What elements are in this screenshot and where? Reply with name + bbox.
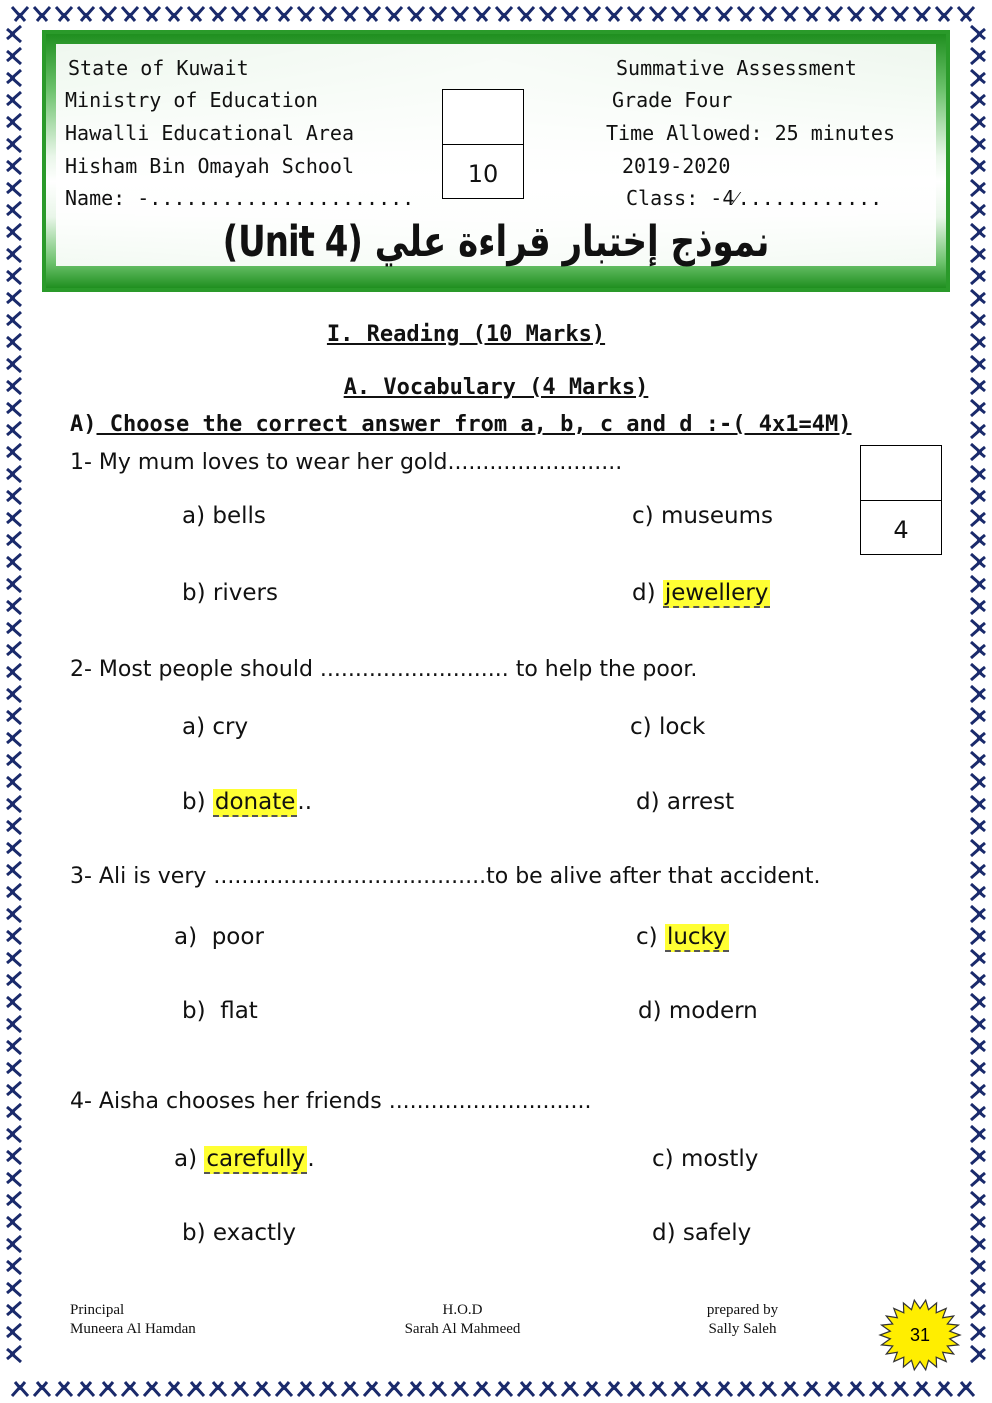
border-ornament	[650, 1382, 666, 1396]
question-2-text: 2- Most people should ........................... to help the poor.	[70, 657, 698, 682]
border-ornament	[7, 1038, 21, 1054]
border-ornament	[7, 1060, 21, 1076]
border-ornament	[848, 7, 864, 21]
border-ornament	[826, 7, 842, 21]
border-ornament	[7, 1302, 21, 1318]
header-time: Time Allowed: 25 minutes	[606, 121, 895, 145]
border-ornament	[254, 7, 270, 21]
border-ornament	[7, 1192, 21, 1208]
border-ornament	[826, 1382, 842, 1396]
border-ornament	[7, 950, 21, 966]
border-ornament	[892, 1382, 908, 1396]
border-ornament	[971, 620, 985, 636]
border-ornament	[7, 1082, 21, 1098]
border-ornament	[971, 1258, 985, 1274]
border-ornament	[971, 510, 985, 526]
border-ornament	[7, 356, 21, 372]
border-ornament	[7, 1170, 21, 1186]
border-ornament	[971, 1302, 985, 1318]
border-ornament	[971, 752, 985, 768]
border-ornament	[496, 1382, 512, 1396]
vocabulary-section-title: A. Vocabulary (4 Marks)	[343, 375, 649, 400]
border-ornament	[694, 1382, 710, 1396]
border-ornament	[971, 1346, 985, 1362]
page-number-badge	[878, 1298, 962, 1372]
reading-section-title: I. Reading (10 Marks)	[326, 322, 606, 347]
border-ornament	[7, 994, 21, 1010]
border-ornament	[34, 1382, 50, 1396]
border-ornament	[958, 1382, 974, 1396]
border-ornament	[7, 972, 21, 988]
border-ornament	[914, 7, 930, 21]
instruction-line: A) Choose the correct answer from a, b, c and d :-( 4x1=4M)	[70, 412, 852, 437]
border-ornament	[971, 532, 985, 548]
border-ornament	[971, 1148, 985, 1164]
border-ornament	[232, 7, 248, 21]
border-ornament	[936, 7, 952, 21]
border-ornament	[971, 884, 985, 900]
border-ornament	[971, 1236, 985, 1252]
border-ornament	[7, 664, 21, 680]
border-ornament	[276, 1382, 292, 1396]
border-ornament	[7, 488, 21, 504]
border-ornament	[971, 114, 985, 130]
border-ornament	[298, 7, 314, 21]
border-ornament	[166, 1382, 182, 1396]
border-ornament	[738, 1382, 754, 1396]
border-ornament	[518, 7, 534, 21]
border-ornament	[971, 136, 985, 152]
border-ornament	[12, 7, 28, 21]
border-ornament	[971, 1214, 985, 1230]
q3-selected-answer: lucky	[666, 924, 727, 950]
q3-option-a[interactable]: a) poor	[174, 924, 264, 950]
border-ornament	[7, 1126, 21, 1142]
border-ornament	[760, 7, 776, 21]
border-ornament	[870, 1382, 886, 1396]
q1-option-d[interactable]: d) jewellery	[632, 580, 769, 606]
border-ornament	[971, 202, 985, 218]
border-ornament	[7, 1104, 21, 1120]
border-ornament	[804, 7, 820, 21]
border-ornament	[12, 1382, 28, 1396]
border-ornament	[78, 7, 94, 21]
border-ornament	[971, 180, 985, 196]
border-ornament	[7, 422, 21, 438]
border-ornament	[971, 994, 985, 1010]
q4-selected-answer: carefully	[206, 1146, 306, 1172]
border-ornament	[870, 7, 886, 21]
border-ornament	[7, 136, 21, 152]
border-ornament	[971, 92, 985, 108]
border-ornament	[7, 158, 21, 174]
border-ornament	[971, 1192, 985, 1208]
border-ornament	[7, 752, 21, 768]
border-ornament	[971, 642, 985, 658]
header-ministry: Ministry of Education	[65, 88, 318, 112]
border-ornament	[7, 48, 21, 64]
header-school: Hisham Bin Omayah School	[65, 154, 354, 178]
border-ornament	[7, 466, 21, 482]
border-ornament	[7, 1324, 21, 1340]
border-ornament	[320, 1382, 336, 1396]
question-3-text: 3- Ali is very .......................................to be alive after that accident.	[70, 864, 821, 889]
border-ornament	[738, 7, 754, 21]
border-ornament	[971, 972, 985, 988]
border-ornament	[7, 620, 21, 636]
border-ornament	[7, 180, 21, 196]
border-ornament	[7, 862, 21, 878]
border-ornament	[562, 7, 578, 21]
border-ornament	[7, 1214, 21, 1230]
border-ornament	[122, 7, 138, 21]
border-ornament	[188, 7, 204, 21]
border-ornament	[971, 48, 985, 64]
border-ornament	[496, 7, 512, 21]
border-ornament	[7, 708, 21, 724]
border-ornament	[518, 1382, 534, 1396]
border-ornament	[276, 7, 292, 21]
q4-option-d[interactable]: d) safely	[652, 1220, 752, 1246]
border-ornament	[7, 840, 21, 856]
border-ornament	[100, 7, 116, 21]
border-ornament	[971, 1104, 985, 1120]
border-ornament	[971, 312, 985, 328]
border-ornament	[971, 26, 985, 42]
border-ornament	[971, 576, 985, 592]
border-ornament	[430, 1382, 446, 1396]
total-score-box[interactable]	[442, 89, 524, 199]
border-ornament	[7, 554, 21, 570]
border-ornament	[650, 7, 666, 21]
border-ornament	[7, 290, 21, 306]
border-ornament	[971, 356, 985, 372]
border-ornament	[971, 818, 985, 834]
border-ornament	[971, 598, 985, 614]
border-ornament	[122, 1382, 138, 1396]
border-ornament	[628, 7, 644, 21]
border-ornament	[804, 1382, 820, 1396]
border-ornament	[342, 7, 358, 21]
border-ornament	[7, 1236, 21, 1252]
border-ornament	[364, 1382, 380, 1396]
border-ornament	[7, 598, 21, 614]
border-ornament	[971, 1324, 985, 1340]
border-ornament	[298, 1382, 314, 1396]
border-ornament	[971, 444, 985, 460]
border-ornament	[7, 818, 21, 834]
border-ornament	[936, 1382, 952, 1396]
border-ornament	[166, 7, 182, 21]
border-ornament	[7, 906, 21, 922]
border-ornament	[971, 708, 985, 724]
border-ornament	[7, 1148, 21, 1164]
border-ornament	[971, 1082, 985, 1098]
border-ornament	[971, 840, 985, 856]
border-ornament	[971, 422, 985, 438]
border-ornament	[254, 1382, 270, 1396]
page-number: 31	[909, 1325, 931, 1345]
border-ornament	[78, 1382, 94, 1396]
border-ornament	[628, 1382, 644, 1396]
border-ornament	[7, 1016, 21, 1032]
q1-selected-answer: jewellery	[664, 580, 769, 606]
border-ornament	[7, 686, 21, 702]
border-ornament	[672, 1382, 688, 1396]
footer-hod: H.O.D Sarah Al Mahmeed	[404, 1302, 521, 1337]
border-ornament	[694, 7, 710, 21]
border-ornament	[7, 928, 21, 944]
border-ornament	[848, 1382, 864, 1396]
q3-option-d[interactable]: d) modern	[638, 998, 758, 1024]
footer-prepared-by: prepared by Sally Saleh	[706, 1302, 779, 1337]
border-ornament	[7, 70, 21, 86]
border-ornament	[7, 1258, 21, 1274]
border-ornament	[56, 1382, 72, 1396]
border-ornament	[606, 7, 622, 21]
header-class-field[interactable]: Class: -4⁄............	[626, 186, 883, 210]
border-ornament	[971, 1126, 985, 1142]
border-ornament	[56, 7, 72, 21]
header-name-field[interactable]: Name: -......................	[65, 186, 415, 210]
border-ornament	[474, 1382, 490, 1396]
border-ornament	[386, 1382, 402, 1396]
border-ornament	[971, 554, 985, 570]
border-ornament	[716, 7, 732, 21]
border-ornament	[971, 1170, 985, 1186]
border-ornament	[971, 290, 985, 306]
border-ornament	[971, 950, 985, 966]
border-ornament	[971, 686, 985, 702]
border-ornament	[971, 334, 985, 350]
border-ornament	[100, 1382, 116, 1396]
border-ornament	[584, 7, 600, 21]
border-ornament	[971, 268, 985, 284]
border-ornament	[7, 202, 21, 218]
border-ornament	[782, 7, 798, 21]
border-ornament	[188, 1382, 204, 1396]
border-ornament	[144, 1382, 160, 1396]
border-ornament	[971, 664, 985, 680]
vocabulary-score-box[interactable]	[860, 445, 942, 555]
border-ornament	[7, 796, 21, 812]
q4-option-a[interactable]: a) carefully.	[174, 1146, 315, 1172]
total-score: 10	[467, 160, 499, 188]
footer-principal: Principal Muneera Al Hamdan	[70, 1302, 196, 1337]
border-ornament	[364, 7, 380, 21]
border-ornament	[7, 268, 21, 284]
border-ornament	[320, 7, 336, 21]
border-ornament	[971, 774, 985, 790]
border-ornament	[7, 1280, 21, 1296]
q2-option-d[interactable]: d) arrest	[636, 789, 735, 815]
header-year: 2019-2020	[622, 154, 731, 178]
border-ornament	[474, 7, 490, 21]
header-area: Hawalli Educational Area	[65, 121, 354, 145]
border-ornament	[971, 1016, 985, 1032]
q2-option-c[interactable]: c) lock	[630, 714, 706, 740]
border-ornament	[971, 1060, 985, 1076]
border-ornament	[914, 1382, 930, 1396]
border-ornament	[540, 7, 556, 21]
q4-option-c[interactable]: c) mostly	[652, 1146, 759, 1172]
border-ornament	[716, 1382, 732, 1396]
question-4-text: 4- Aisha chooses her friends .............................	[70, 1089, 592, 1114]
border-ornament	[971, 1038, 985, 1054]
border-ornament	[782, 1382, 798, 1396]
border-ornament	[760, 1382, 776, 1396]
border-ornament	[408, 7, 424, 21]
q2-option-b[interactable]: b) donate..	[182, 789, 313, 815]
border-ornament	[452, 7, 468, 21]
q3-option-b[interactable]: b) flat	[182, 998, 258, 1024]
border-ornament	[892, 7, 908, 21]
border-ornament	[971, 906, 985, 922]
border-ornament	[386, 7, 402, 21]
question-1-text: 1- My mum loves to wear her gold.........................	[70, 450, 623, 475]
q4-option-b[interactable]: b) exactly	[182, 1220, 297, 1246]
border-ornament	[144, 7, 160, 21]
border-ornament	[672, 7, 688, 21]
header-state: State of Kuwait	[68, 56, 249, 80]
q1-option-a[interactable]: a) bells	[182, 503, 266, 529]
exam-title: نموذج إختبار قراءة علي (Unit 4)	[222, 217, 770, 267]
border-ornament	[606, 1382, 622, 1396]
border-ornament	[7, 576, 21, 592]
q1-option-c[interactable]: c) museums	[632, 503, 774, 529]
border-ornament	[232, 1382, 248, 1396]
border-ornament	[971, 928, 985, 944]
border-ornament	[971, 796, 985, 812]
vocabulary-score: 4	[893, 516, 909, 544]
border-ornament	[430, 7, 446, 21]
border-ornament	[7, 774, 21, 790]
border-ornament	[971, 730, 985, 746]
q2-option-a[interactable]: a) cry	[182, 714, 249, 740]
border-ornament	[34, 7, 50, 21]
border-ornament	[210, 1382, 226, 1396]
border-ornament	[7, 26, 21, 42]
border-ornament	[971, 70, 985, 86]
border-ornament	[971, 488, 985, 504]
border-ornament	[958, 7, 974, 21]
border-ornament	[7, 114, 21, 130]
border-ornament	[971, 1280, 985, 1296]
q1-option-b[interactable]: b) rivers	[182, 580, 278, 606]
q3-option-c[interactable]: c) lucky	[636, 924, 727, 950]
border-ornament	[584, 1382, 600, 1396]
border-ornament	[7, 400, 21, 416]
border-ornament	[7, 1346, 21, 1362]
border-ornament	[210, 7, 226, 21]
q2-selected-answer: donate	[214, 789, 296, 815]
border-ornament	[7, 730, 21, 746]
border-ornament	[7, 532, 21, 548]
border-ornament	[971, 158, 985, 174]
border-ornament	[7, 884, 21, 900]
border-ornament	[452, 1382, 468, 1396]
border-ornament	[562, 1382, 578, 1396]
header-assessment: Summative Assessment	[616, 56, 857, 80]
border-ornament	[408, 1382, 424, 1396]
border-ornament	[971, 466, 985, 482]
border-ornament	[971, 400, 985, 416]
border-ornament	[7, 92, 21, 108]
border-ornament	[7, 510, 21, 526]
border-ornament	[7, 444, 21, 460]
header-grade: Grade Four	[612, 88, 733, 112]
border-ornament	[7, 642, 21, 658]
border-ornament	[540, 1382, 556, 1396]
border-ornament	[342, 1382, 358, 1396]
border-ornament	[971, 862, 985, 878]
